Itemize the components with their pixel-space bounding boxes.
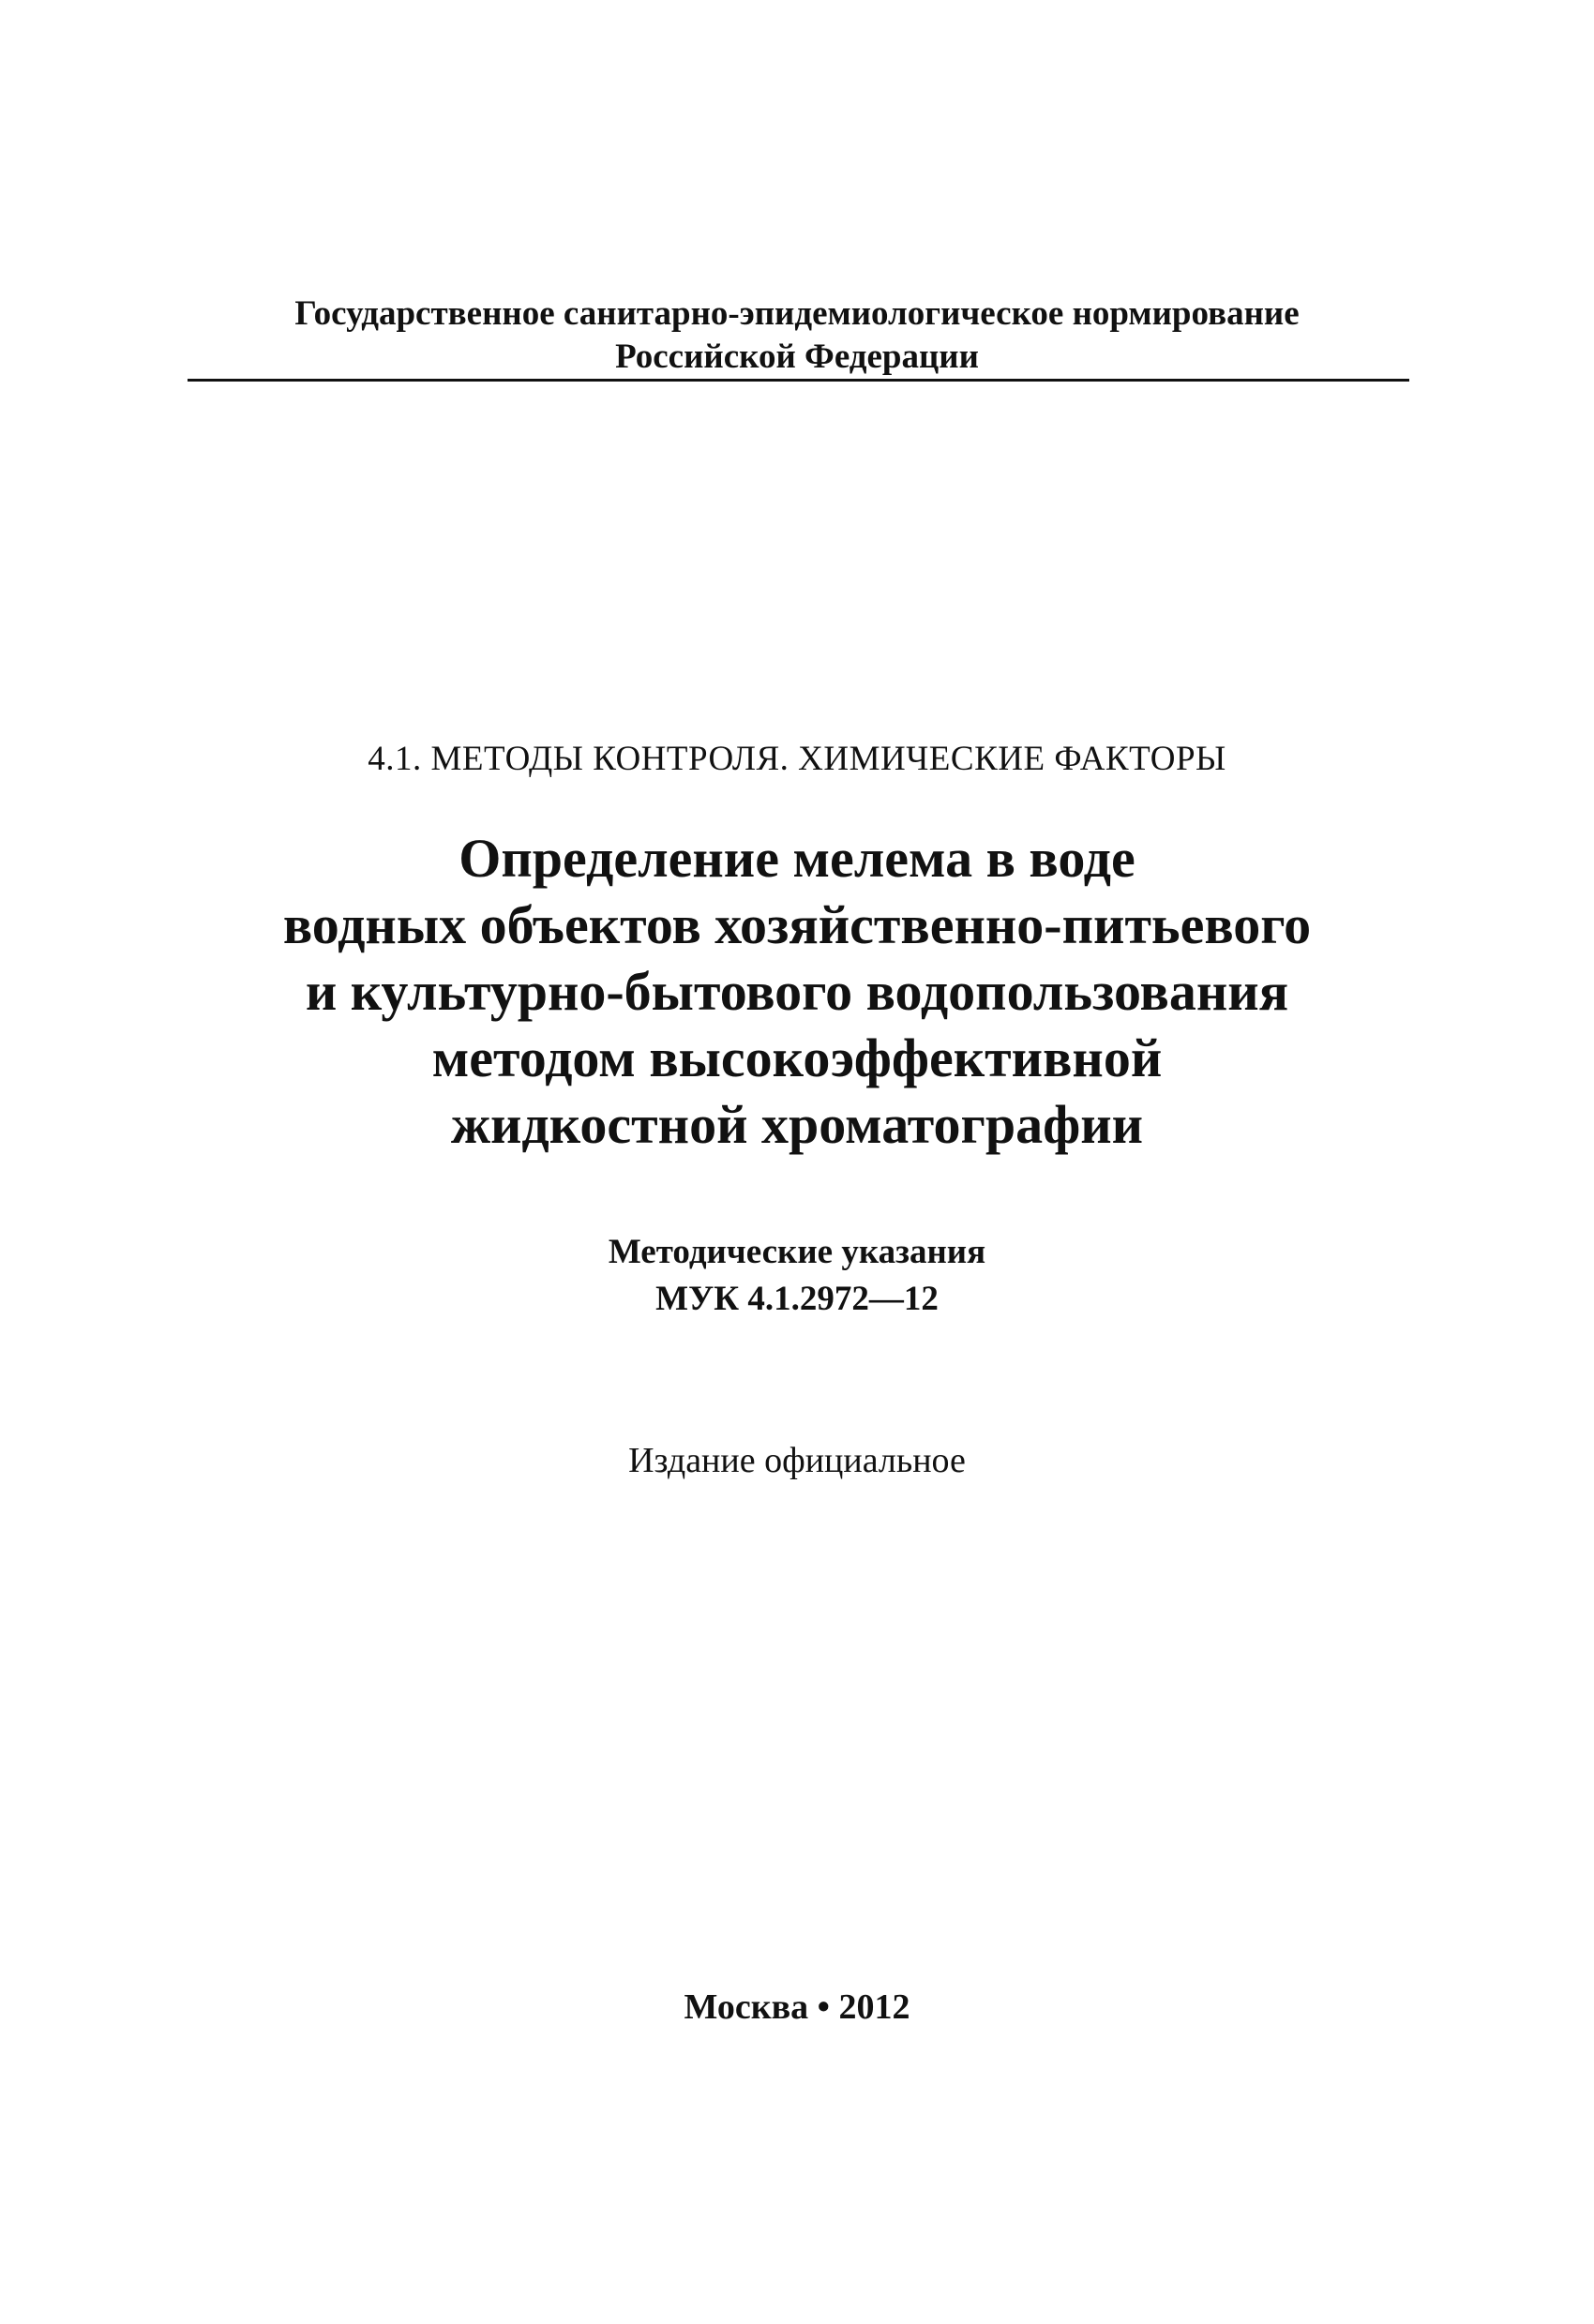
issuing-authority-header [188,292,1406,379]
title-line-5: жидкостной хроматографии [450,1094,1144,1155]
header-line-2: Российской Федерации [615,337,979,376]
header-line-1: Государственное санитарно-эпидемиологическое нормирование [294,294,1300,333]
imprint-footer: Москва • 2012 [684,1987,910,2027]
document-code: МУК 4.1.2972—12 [655,1280,939,1318]
title-line-3: и культурно-бытового водопользования [305,961,1289,1022]
title-line-1: Определение мелема в воде [459,828,1135,889]
edition-note: Издание официальное [628,1441,966,1480]
document-type: Методические указания [608,1233,986,1271]
header-divider [188,379,1409,382]
title-line-2: водных объектов хозяйственно-питьевого [282,894,1312,955]
document-designation [188,1229,1406,1323]
title-line-4: методом высокоэффективной [431,1027,1163,1088]
section-heading: 4.1. МЕТОДЫ КОНТРОЛЯ. ХИМИЧЕСКИЕ ФАКТОРЫ [368,740,1226,778]
document-title [141,825,1453,1158]
